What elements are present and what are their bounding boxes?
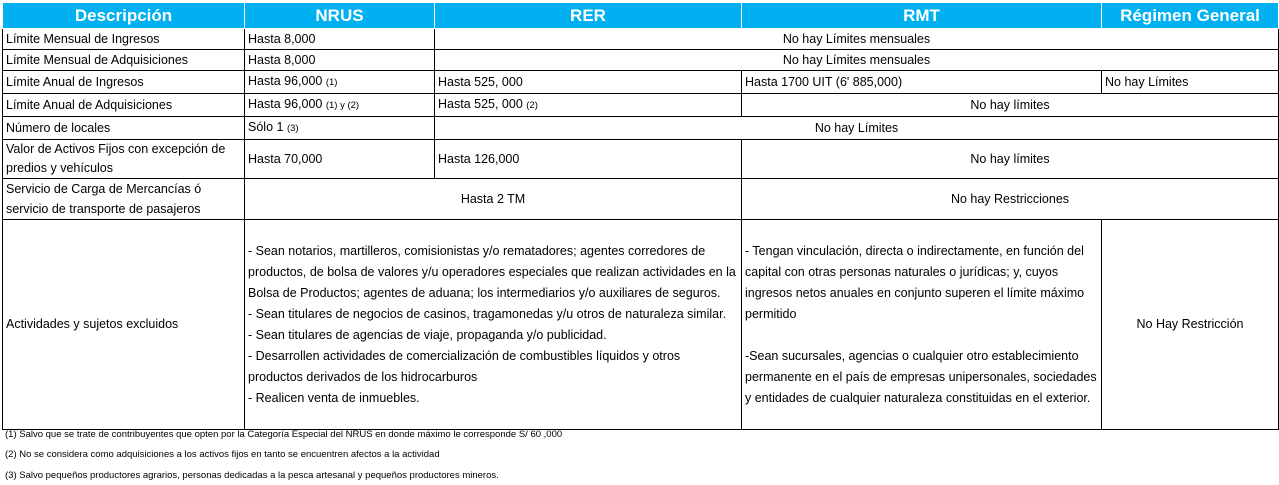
nrus-value: Sólo 1 bbox=[248, 120, 284, 134]
exclusion-item: - Sean titulares de agencias de viaje, propaganda y/o publicidad. bbox=[248, 327, 607, 342]
table-row bbox=[3, 94, 1279, 117]
merged-cell: No hay límites bbox=[742, 140, 1279, 179]
exclusion-item: - Desarrollen actividades de comercialización de combustibles líquidos y otros productos derivados de los hidrocarburos bbox=[248, 348, 681, 384]
row-label: Límite Anual de Adquisiciones bbox=[3, 94, 245, 117]
rg-cell: No Hay Restricción bbox=[1102, 220, 1279, 430]
rer-value: Hasta 525, 000 bbox=[438, 97, 523, 111]
header-descripcion: Descripción bbox=[3, 3, 245, 29]
merged-cell: No hay Restricciones bbox=[742, 179, 1279, 220]
exclusion-item: - Tengan vinculación, directa o indirectamente, en función del capital con otras personas naturales o jurídicas; y, cuyos ingresos netos anuales en conjunto superen el límite máximo permitido bbox=[745, 243, 1085, 321]
table-row bbox=[3, 140, 1279, 179]
nrus-cell bbox=[245, 71, 435, 94]
table-row bbox=[3, 29, 1279, 50]
table-row bbox=[3, 220, 1279, 430]
nrus-rer-exclusions bbox=[245, 220, 742, 430]
header-nrus: NRUS bbox=[245, 3, 435, 29]
merged-cell: No hay Límites mensuales bbox=[435, 50, 1279, 71]
nrus-value: Hasta 96,000 bbox=[248, 97, 323, 111]
row-label: Servicio de Carga de Mercancías ó servicio de transporte de pasajeros bbox=[3, 179, 245, 220]
footnote-2: (2) No se considera como adquisiciones a los activos fijos en tanto se encuentren afectos a la actividad bbox=[5, 449, 440, 460]
merged-cell: No hay límites bbox=[742, 94, 1279, 117]
merged-cell: No hay Límites bbox=[435, 117, 1279, 140]
table-row bbox=[3, 117, 1279, 140]
row-label: Actividades y sujetos excluidos bbox=[3, 220, 245, 430]
header-regimen-general: Régimen General bbox=[1102, 3, 1279, 29]
merged-cell: No hay Límites mensuales bbox=[435, 29, 1279, 50]
nrus-cell bbox=[245, 94, 435, 117]
table-row bbox=[3, 71, 1279, 94]
exclusion-item: - Sean notarios, martilleros, comisionistas y/o rematadores; agentes corredores de productos, de bolsa de valores y/u operadores especiales que realizan actividades en la Bolsa de Productos; agentes de aduana; los intermediarios y/o auxiliares de seguros. bbox=[248, 243, 736, 300]
table-row bbox=[3, 50, 1279, 71]
row-label: Límite Mensual de Adquisiciones bbox=[3, 50, 245, 71]
row-label: Límite Anual de Ingresos bbox=[3, 71, 245, 94]
footnote-3: (3) Salvo pequeños productores agrarios, personas dedicadas a la pesca artesanal y pequeños productores mineros. bbox=[5, 470, 499, 481]
table-row bbox=[3, 179, 1279, 220]
footnote-ref: (1) y (2) bbox=[325, 100, 360, 111]
row-label: Límite Mensual de Ingresos bbox=[3, 29, 245, 50]
row-label: Número de locales bbox=[3, 117, 245, 140]
footnote-1: (1) Salvo que se trate de contribuyentes que opten por la Categoría Especial del NRUS en donde máximo le corresponde S/ 60 ,000 bbox=[5, 429, 563, 440]
nrus-cell: Hasta 70,000 bbox=[245, 140, 435, 179]
rer-cell: Hasta 525, 000 bbox=[435, 71, 742, 94]
rer-cell: Hasta 126,000 bbox=[435, 140, 742, 179]
rg-cell: No hay Límites bbox=[1102, 71, 1279, 94]
nrus-rer-cell: Hasta 2 TM bbox=[245, 179, 742, 220]
rer-cell bbox=[435, 94, 742, 117]
header-row bbox=[3, 3, 1279, 29]
header-rmt: RMT bbox=[742, 3, 1102, 29]
exclusion-item: -Sean sucursales, agencias o cualquier otro establecimiento permanente en el país de empresas unipersonales, sociedades y entidades de cualquier naturaleza constituidas en el exterior. bbox=[745, 348, 1097, 405]
row-label: Valor de Activos Fijos con excepción de predios y vehículos bbox=[3, 140, 245, 179]
exclusion-item: - Sean titulares de negocios de casinos, tragamonedas y/u otros de naturaleza similar. bbox=[248, 306, 727, 321]
rmt-exclusions bbox=[742, 220, 1102, 430]
footnote-ref: (3) bbox=[286, 123, 299, 134]
header-rer: RER bbox=[435, 3, 742, 29]
nrus-cell: Hasta 8,000 bbox=[245, 50, 435, 71]
footnote-ref: (2) bbox=[526, 100, 538, 111]
nrus-cell bbox=[245, 117, 435, 140]
footnote-ref: (1) bbox=[325, 77, 338, 88]
rmt-cell: Hasta 1700 UIT (6' 885,000) bbox=[742, 71, 1102, 94]
regimes-comparison-table bbox=[2, 2, 1279, 430]
nrus-value: Hasta 96,000 bbox=[248, 74, 323, 88]
exclusion-item: - Realicen venta de inmuebles. bbox=[248, 390, 420, 405]
nrus-cell: Hasta 8,000 bbox=[245, 29, 435, 50]
